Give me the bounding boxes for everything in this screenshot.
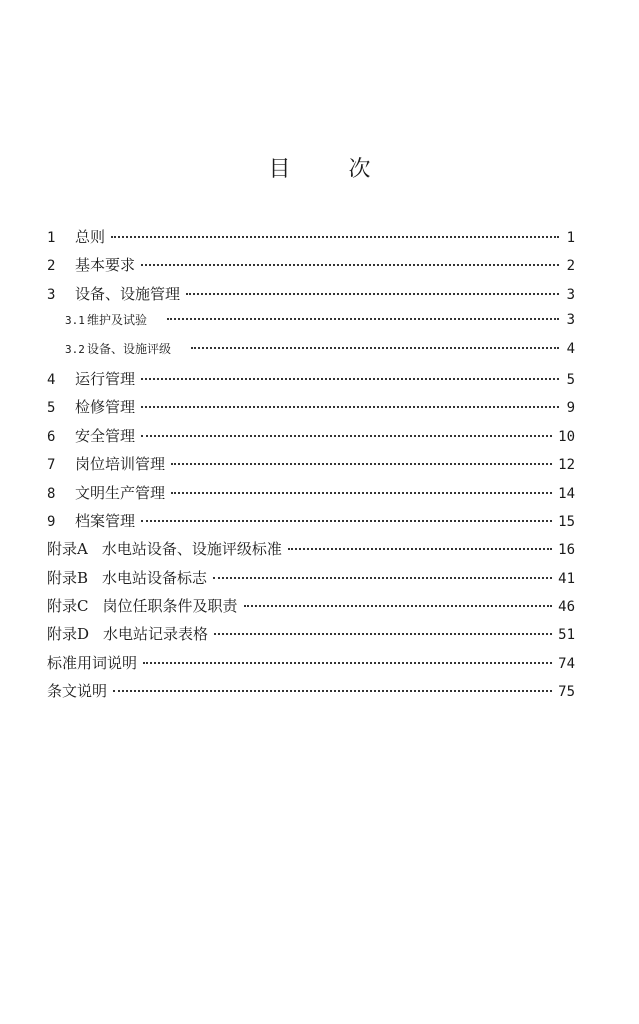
toc-entry-number: 9: [47, 513, 56, 530]
toc-entry-number: 6: [47, 428, 56, 445]
toc-entry-page: 2: [566, 258, 575, 275]
toc-entry-page: 16: [558, 542, 575, 559]
toc-entry-page: 12: [558, 457, 575, 474]
toc-appendix-entry: [47, 538, 575, 566]
dot-leader: [167, 318, 559, 320]
dot-leader: [143, 662, 552, 664]
toc-title-char-2: 次: [348, 157, 371, 182]
toc-entry-number: 4: [47, 371, 56, 388]
table-of-contents: [47, 226, 575, 709]
dot-leader: [171, 463, 552, 465]
toc-entry: [47, 680, 575, 708]
toc-entry-label: 总则: [75, 228, 106, 246]
toc-entry-number: 7: [47, 457, 56, 474]
toc-entry-label: 档案管理: [75, 511, 136, 530]
toc-entry-number: 1: [47, 230, 56, 246]
toc-title: [0, 152, 639, 183]
toc-entry: [47, 510, 575, 538]
toc-entry: [47, 368, 575, 396]
dot-leader: [141, 378, 559, 380]
dot-leader: [141, 435, 552, 437]
dot-leader: [171, 492, 552, 494]
toc-entry-page: 46: [558, 599, 575, 616]
dot-leader: [244, 605, 553, 607]
toc-entry-page: 3: [566, 312, 575, 329]
toc-entry-number: 8: [47, 485, 56, 502]
toc-entry-number: 附录D: [47, 625, 90, 644]
toc-entry-page: 10: [558, 428, 575, 445]
toc-entry: [47, 453, 575, 481]
toc-appendix-entry: [47, 567, 575, 595]
toc-entry: [47, 652, 575, 680]
toc-entry: [47, 396, 575, 424]
toc-entry-page: 5: [566, 371, 575, 388]
toc-entry-number: 5: [47, 400, 56, 417]
toc-entry-number: 附录B: [47, 568, 89, 587]
toc-entry-page: 51: [558, 627, 575, 644]
toc-entry-label: 岗位任职条件及职责: [102, 597, 238, 616]
toc-entry: [47, 226, 575, 254]
toc-entry-label: 检修管理: [75, 398, 136, 417]
toc-entry-number: 2: [47, 258, 56, 275]
dot-leader: [213, 577, 552, 579]
toc-entry-label: 条文说明: [47, 682, 108, 701]
dot-leader: [141, 520, 552, 522]
toc-entry-label: 水电站记录表格: [103, 625, 209, 644]
toc-entry-page: 4: [566, 340, 575, 357]
toc-entry-page: 3: [566, 286, 575, 303]
toc-entry-number: 3.1: [65, 314, 85, 328]
toc-entry-label: 水电站设备、设施评级标准: [101, 540, 282, 559]
toc-subentry: [47, 340, 575, 368]
dot-leader: [186, 293, 559, 295]
toc-entry-page: 41: [558, 570, 575, 587]
toc-entry-page: 14: [558, 485, 575, 502]
toc-entry-page: 15: [558, 513, 575, 530]
toc-entry-label: 岗位培训管理: [75, 455, 166, 474]
toc-entry-number: 附录A: [47, 540, 88, 559]
toc-entry-label: 设备、设施评级: [87, 341, 172, 356]
toc-entry-number: 附录C: [47, 597, 89, 616]
dot-leader: [111, 236, 559, 238]
toc-entry-label: 运行管理: [75, 369, 136, 388]
toc-entry-page: 9: [566, 400, 575, 417]
toc-entry-number: 3.2: [65, 342, 85, 356]
toc-appendix-entry: [47, 623, 575, 651]
toc-entry-number: 3: [47, 286, 56, 303]
dot-leader: [191, 347, 559, 349]
toc-entry-label: 文明生产管理: [75, 483, 166, 502]
toc-entry-label: 安全管理: [75, 426, 136, 445]
dot-leader: [113, 690, 552, 692]
toc-entry-label: 基本要求: [75, 256, 136, 275]
toc-entry-label: 水电站设备标志: [102, 568, 208, 587]
dot-leader: [141, 264, 559, 266]
toc-title-char-1: 目: [268, 157, 291, 182]
toc-appendix-entry: [47, 595, 575, 623]
toc-entry-label: 标准用词说明: [47, 653, 138, 672]
toc-entry-page: 1: [566, 230, 575, 246]
toc-entry-label: 维护及试验: [87, 313, 148, 328]
toc-entry: [47, 425, 575, 453]
dot-leader: [214, 633, 552, 635]
toc-subentry: [47, 311, 575, 339]
toc-entry: [47, 254, 575, 282]
toc-entry-page: 75: [558, 684, 575, 701]
toc-entry-page: 74: [558, 655, 575, 672]
dot-leader: [288, 548, 552, 550]
toc-entry: [47, 283, 575, 311]
toc-entry-label: 设备、设施管理: [75, 284, 181, 303]
toc-entry: [47, 482, 575, 510]
dot-leader: [141, 406, 559, 408]
